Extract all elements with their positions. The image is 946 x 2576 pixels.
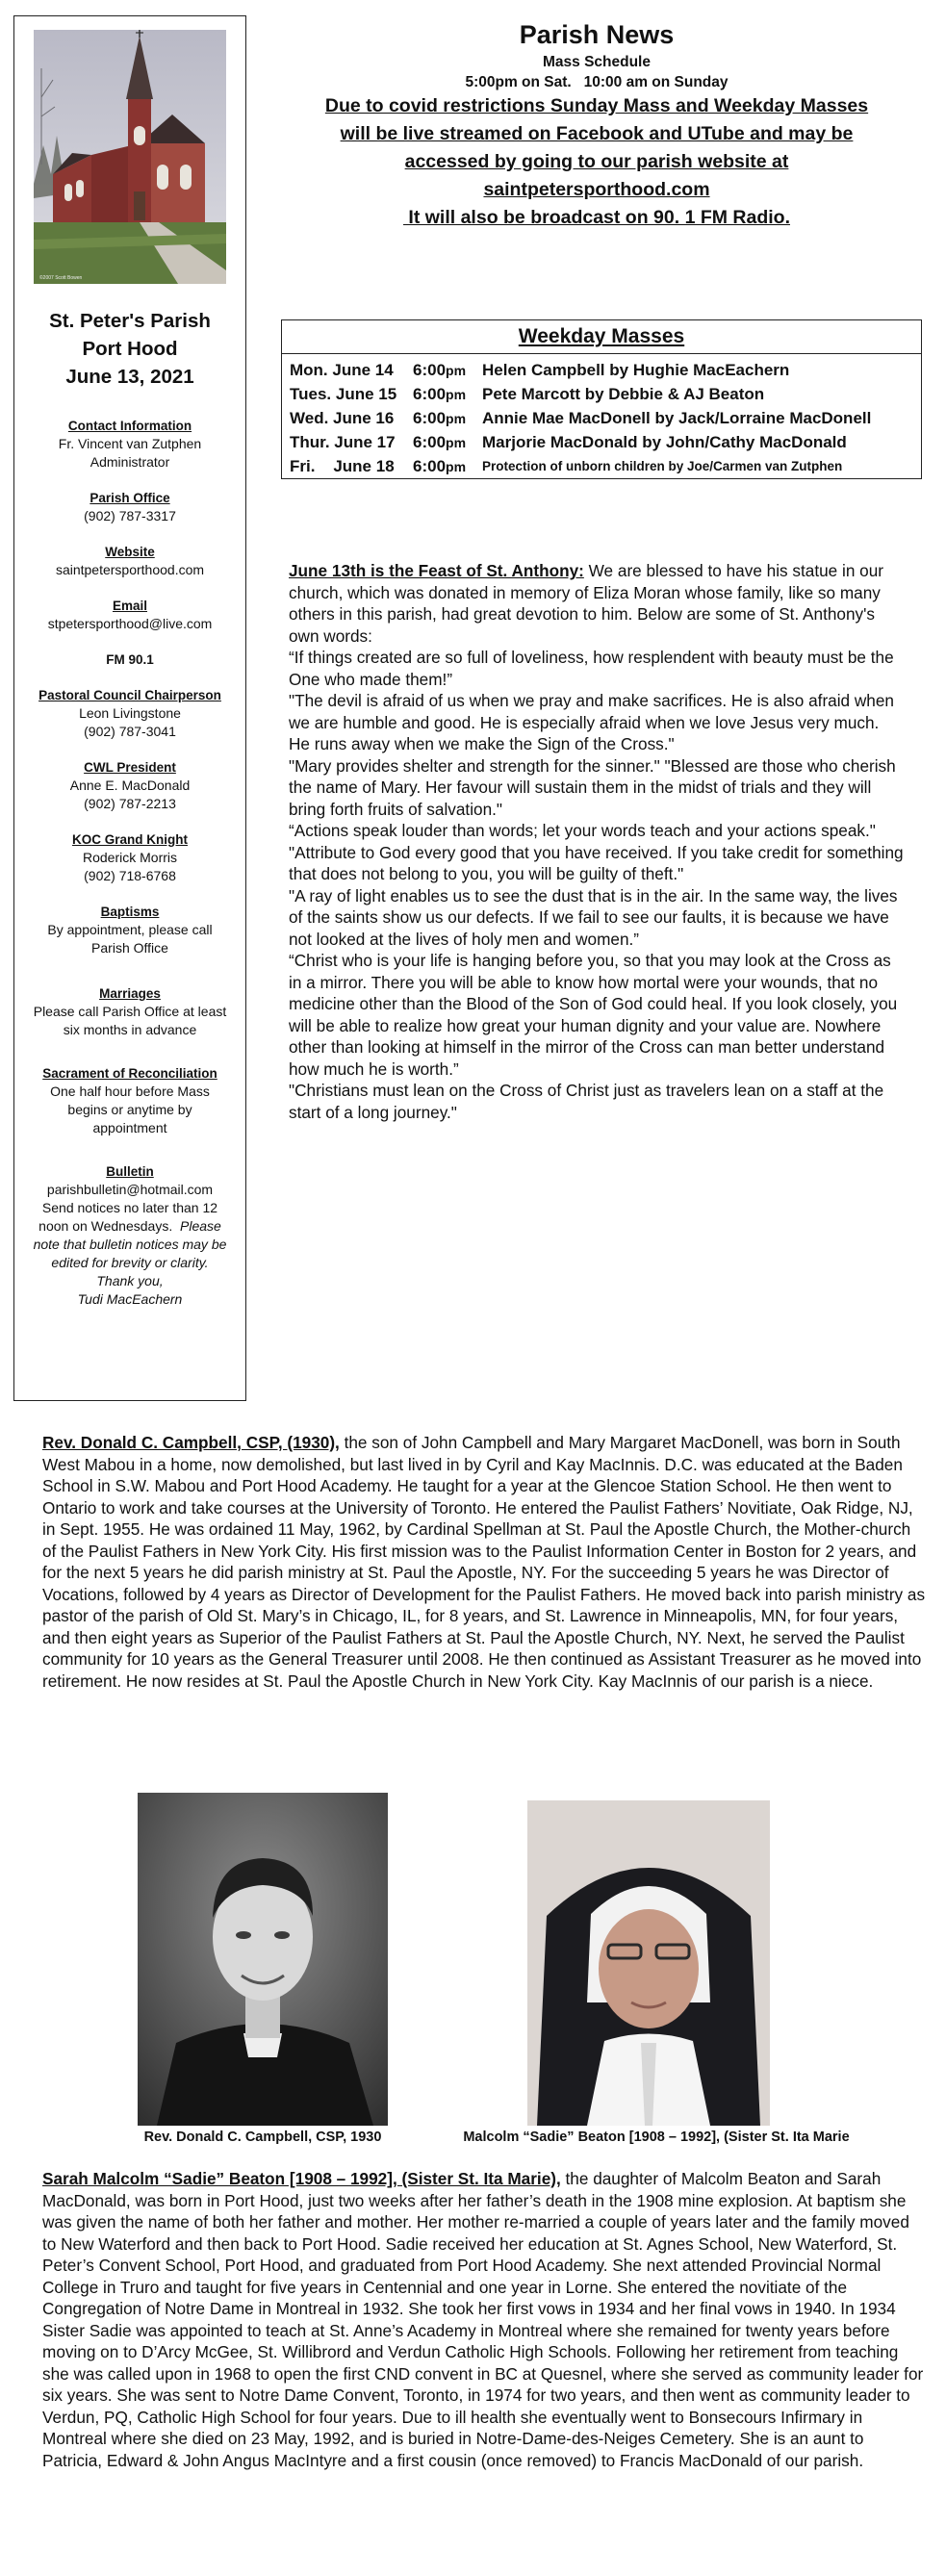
- parish-heading: [14, 307, 245, 391]
- mass-time-value: 6:00: [413, 457, 447, 475]
- feast-quote: “If things created are so full of loveliness, how resplendent with beauty must be the One who made them!”: [289, 648, 894, 689]
- mass-day: Mon. June 14: [290, 361, 394, 379]
- website-notice-link[interactable]: saintpetersporthood.com: [483, 179, 710, 200]
- parish-place: Port Hood: [82, 338, 178, 360]
- pastoral-title: Pastoral Council Chairperson: [38, 688, 221, 702]
- reconciliation-title: Sacrament of Reconciliation: [42, 1066, 217, 1081]
- bulletin-section: [14, 1162, 245, 1309]
- koc-phone: (902) 718-6768: [84, 868, 176, 883]
- mass-row: [282, 454, 921, 478]
- mass-time: [413, 454, 466, 479]
- campbell-photo: [138, 1793, 388, 2126]
- office-title: Parish Office: [89, 491, 170, 505]
- marriages-line: six months in advance: [63, 1022, 197, 1037]
- cwl-phone: (902) 787-2213: [84, 796, 176, 811]
- feast-quote: “Actions speak louder than words; let your words teach and your actions speak.": [289, 821, 876, 840]
- mass-time-value: 6:00: [413, 409, 447, 427]
- bulletin-line: Send notices no later than 12: [41, 1200, 218, 1215]
- radio-notice-line: It will also be broadcast on 90. 1 FM Radio.: [403, 207, 790, 228]
- mass-intention: Protection of unborn children by Joe/Carmen van Zutphen: [482, 459, 843, 473]
- mass-row: [282, 358, 921, 382]
- email-title: Email: [112, 599, 148, 613]
- reconciliation-section: [14, 1064, 245, 1137]
- mass-intention: Marjorie MacDonald by John/Cathy MacDonald: [482, 433, 847, 451]
- bulletin-date: June 13, 2021: [65, 366, 194, 388]
- feast-intro: [289, 560, 905, 647]
- mass-schedule-times: 5:00pm on Sat. 10:00 am on Sunday: [465, 74, 729, 90]
- covid-notice-line: will be live streamed on Facebook and UTube and may be: [340, 123, 854, 144]
- pastoral-phone: (902) 787-3041: [84, 724, 176, 739]
- marriages-line: Please call Parish Office at least: [33, 1004, 227, 1019]
- bulletin-line-text: noon on Wednesdays.: [38, 1218, 173, 1234]
- beaton-text: the daughter of Malcolm Beaton and Sarah MacDonald, was born in Port Hood, just two weeks after her father’s death in the 1908 mine explosion. At baptism she was given the name of both her father and mother. Her mother re-married a couple of years later and the family moved to New Waterford and then back to Port Hood. Sadie received her education at St. Agnes School, New Waterford, St. Peter’s Convent School, Port Hood, and graduated from Port Hood Academy. She next attended Provincial Normal College in Truro and taught for five years in Centennial and one year in Lorne. She entered the novitiate of the Congregation of Notre Dame in Montreal in 1932. She took her first vows in 1934 and her final vows in 1940. In 1934 Sister Sadie was appointed to teach at St. Anne’s Academy in Montreal where she remained for twenty years before moving on to D’Arcy McGee, St. Willibrord and Verdun Catholic High Schools. Following her retirement from teaching she was called upon in 1968 to open the first CND convent in BC at Quesnel, where she served as community leader for six years. She was sent to Notre Dame Convent, Toronto, in 1974 for two years, and then went as community leader to Verdun, PQ, Catholic High School for four years. Due to ill health she eventually went to Bonsecours Infirmary in Montreal where she died on 23 May, 1992, and is buried in Notre-Dame-des-Neiges Cemetery. She is an aunt to Patricia, Edward & John Angus MacIntyre and a first cousin (once removed) to Francis MacDonald of our parish.: [42, 2169, 924, 2470]
- mass-time: [413, 406, 466, 431]
- mass-time-suffix: pm: [446, 411, 467, 426]
- feast-quote: "Christians must lean on the Cross of Christ just as travelers lean on a staff at the start of a long journey.": [289, 1081, 884, 1122]
- photo-credit: ©2007 Scott Bowen: [39, 275, 83, 281]
- mass-day: Wed. June 16: [290, 409, 395, 427]
- mass-time: [413, 382, 466, 407]
- mass-row: [282, 406, 921, 430]
- campbell-bio: [42, 1432, 926, 1692]
- website-title: Website: [105, 545, 155, 559]
- baptisms-line: Parish Office: [91, 940, 168, 956]
- feast-quote: "The devil is afraid of us when we pray and make sacrifices. He is also afraid when we are humble and good. He is especially afraid when we love Jesus very much. He runs away when we make the Sign of the Cross.": [289, 691, 894, 753]
- koc-title: KOC Grand Knight: [72, 832, 188, 847]
- feast-quote: "A ray of light enables us to see the dust that is in the air. In the same way, the lives of the saints show us our defects. If we fail to see our faults, it is because we have not looked at the lives of holy men and women.”: [289, 885, 898, 949]
- covid-notice-line: Due to covid restrictions Sunday Mass and Weekday Masses: [324, 95, 869, 116]
- reconciliation-line: begins or anytime by: [67, 1102, 192, 1117]
- mass-intention: Helen Campbell by Hughie MacEachern: [482, 361, 790, 379]
- feast-intro-text: We are blessed to have his statue in our church, which was donated in memory of Eliza Moran whose family, like so many others in this parish, had great devotion to him. Below are some of St. Anthony's own words:: [289, 561, 884, 646]
- feast-article: [289, 560, 905, 1123]
- bulletin-email[interactable]: parishbulletin@hotmail.com: [46, 1182, 214, 1197]
- cwl-title: CWL President: [84, 760, 176, 775]
- marriages-title: Marriages: [99, 986, 161, 1001]
- mass-day: Tues. June 15: [290, 385, 397, 403]
- cwl-name: Anne E. MacDonald: [69, 778, 191, 793]
- campbell-photo-caption: Rev. Donald C. Campbell, CSP, 1930: [143, 2130, 382, 2145]
- mass-time-suffix: pm: [446, 435, 467, 450]
- covid-notice-line: accessed by going to our parish website at: [404, 151, 789, 172]
- contact-line: Administrator: [89, 454, 170, 470]
- baptisms-title: Baptisms: [100, 905, 160, 919]
- reconciliation-line: appointment: [92, 1120, 167, 1135]
- mass-time-value: 6:00: [413, 385, 447, 403]
- mass-time-suffix: pm: [446, 387, 467, 402]
- pastoral-name: Leon Livingstone: [79, 705, 181, 721]
- mass-schedule-title: Mass Schedule: [543, 54, 651, 70]
- campbell-name: Rev. Donald C. Campbell, CSP, (1930),: [42, 1433, 340, 1452]
- feast-quote: "Attribute to God every good that you have received. If you take credit for something that does not belong to you, you will be guilty of theft.": [289, 842, 904, 883]
- beaton-bio: [42, 2168, 926, 2471]
- email-link[interactable]: stpetersporthood@live.com: [47, 616, 213, 631]
- mass-time-suffix: pm: [446, 459, 467, 474]
- baptisms-section: [14, 903, 245, 957]
- bulletin-line-italic: Please: [180, 1218, 221, 1234]
- contact-title: Contact Information: [67, 419, 192, 433]
- beaton-name: Sarah Malcolm “Sadie” Beaton [1908 – 1992], (Sister St. Ita Marie),: [42, 2169, 561, 2188]
- cwl-section: [14, 758, 245, 813]
- sidebar: [13, 15, 246, 1401]
- weekday-masses-list: [282, 354, 921, 478]
- beaton-photo-caption: Malcolm “Sadie” Beaton [1908 – 1992], (Sister St. Ita Marie: [463, 2130, 850, 2145]
- parish-name: St. Peter's Parish: [49, 310, 211, 332]
- reconciliation-line: One half hour before Mass: [50, 1084, 210, 1099]
- bulletin-line: note that bulletin notices may be: [33, 1237, 227, 1252]
- mass-row: [282, 382, 921, 406]
- bulletin-title: Bulletin: [106, 1164, 154, 1179]
- mass-time-value: 6:00: [413, 361, 447, 379]
- page-title: Parish News: [519, 20, 675, 49]
- office-phone: (902) 787-3317: [84, 508, 176, 523]
- mass-intention: Annie Mae MacDonell by Jack/Lorraine MacDonell: [482, 409, 872, 427]
- contact-line: Fr. Vincent van Zutphen: [58, 436, 202, 451]
- mass-time: [413, 430, 466, 455]
- koc-section: [14, 830, 245, 885]
- office-section: [14, 489, 245, 525]
- bulletin-line: Thank you,: [96, 1273, 164, 1288]
- mass-time: [413, 358, 466, 383]
- bulletin-line: [14, 1217, 245, 1236]
- pastoral-section: [14, 686, 245, 741]
- mass-time-value: 6:00: [413, 433, 447, 451]
- mass-row: [282, 430, 921, 454]
- mass-intention: Pete Marcott by Debbie & AJ Beaton: [482, 385, 765, 403]
- fm-radio: FM 90.1: [106, 652, 154, 667]
- feast-quote: “Christ who is your life is hanging before you, so that you may look at the Cross as in a mirror. There you will be able to know how mortal were your wounds, that no medicine other than the Blood of the Son of God could heal. If you look closely, you will be able to realize how great your human dignity and your value are. Nowhere other than looking at himself in the mirror of the Cross can man better understand how much he is worth.”: [289, 951, 898, 1079]
- email-section: [14, 597, 245, 633]
- mass-time-suffix: pm: [446, 363, 467, 378]
- church-photo: [34, 30, 226, 284]
- feast-heading: June 13th is the Feast of St. Anthony:: [289, 561, 584, 580]
- mass-day: Thur. June 17: [290, 433, 396, 451]
- contact-list: [14, 417, 245, 1326]
- bulletin-line: edited for brevity or clarity.: [51, 1255, 209, 1270]
- weekday-masses-box: [281, 319, 922, 479]
- weekday-masses-title: Weekday Masses: [282, 320, 921, 354]
- baptisms-line: By appointment, please call: [47, 922, 213, 937]
- parish-news-header: [260, 17, 933, 232]
- website-link[interactable]: saintpetersporthood.com: [55, 562, 205, 577]
- website-section: [14, 543, 245, 579]
- marriages-section: [14, 984, 245, 1039]
- campbell-text: the son of John Campbell and Mary Margaret MacDonell, was born in South West Mabou in a home, now demolished, but last lived in by Cyril and Kay MacInnis. D.C. was educated at the Baden School in S.W. Mabou and Port Hood Academy. He taught for a year at the Glencoe Station School. He then went to Ontario to work and take courses at the University of Toronto. He entered the Paulist Fathers’ Novitiate, Oak Ridge, NJ, in Sept. 1955. He was ordained 11 May, 1962, by Cardinal Spellman at St. Paul the Apostle Church, the Mother-church of the Paulist Fathers in New York City. His first mission was to the Paulist Information Center in Boston for 2 years, and for the next 5 years he did parish ministry at St. Paul the Apostle, NY. For the succeeding 5 years he was Director of Vocations, followed by 4 years as Director of Development for the Paulist Fathers. He moved back into parish ministry as pastor of the parish of Old St. Mary’s in Chicago, IL, for 8 years, and St. Lawrence in Minneapolis, MN, for four years, and then eight years as Superior of the Paulist Fathers at St. Paul the Apostle Church, NY. Next, he served the Paulist community for 10 years as the General Treasurer until 2008. He then continued as Assistant Treasurer as he moved into retirement. He now resides at St. Paul the Apostle Church in New York City. Kay MacInnis of our parish is a niece.: [42, 1433, 926, 1691]
- feast-quote: "Mary provides shelter and strength for the sinner." "Blessed are those who cherish the name of Mary. Her favour will sustain them in the midst of trials and they will bring forth fruits of salvation.": [289, 755, 896, 819]
- beaton-photo: [527, 1800, 770, 2126]
- contact-section: [14, 417, 245, 472]
- mass-day: Fri. June 18: [290, 457, 395, 475]
- koc-name: Roderick Morris: [82, 850, 177, 865]
- bulletin-editor: Tudi MacEachern: [77, 1291, 183, 1307]
